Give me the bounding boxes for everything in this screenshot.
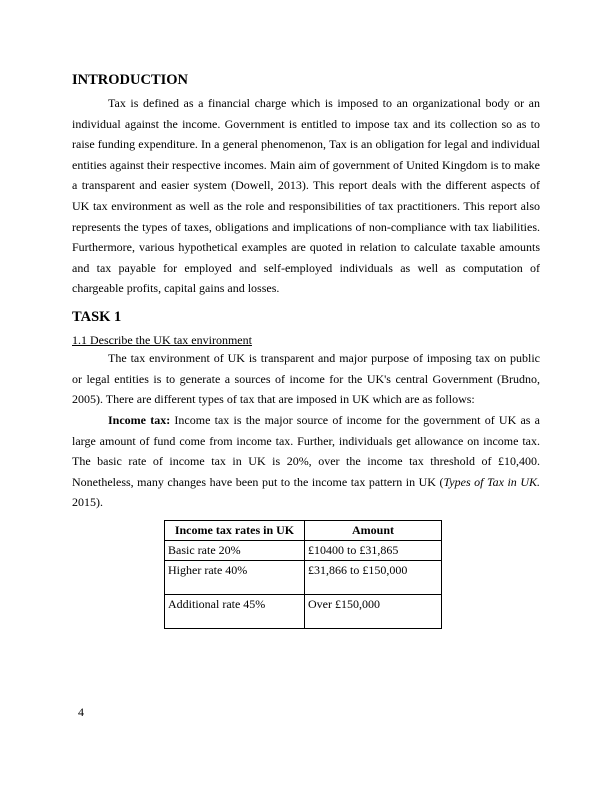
table-cell: £31,866 to £150,000 bbox=[305, 561, 442, 595]
income-tax-label: Income tax: bbox=[108, 413, 171, 427]
table-cell: Additional rate 45% bbox=[165, 595, 305, 629]
introduction-paragraph: Tax is defined as a financial charge which is imposed to an organizational body or an individual against the income. Government is entitled to impose tax and its collection so as to raise funding expenditure. In a general phenomenon, Tax is an obligation for legal and individual entities against their respective incomes. Main aim of government of United Kingdom is to make a transparent and easier system (Dowell, 2013). This report deals with the different aspects of UK tax environment as well as the role and responsibilities of tax practitioners. This report also represents the types of taxes, obligations and implications of non-compliance with tax liabilities. Furthermore, various hypothetical examples are quoted in relation to calculate taxable amounts and tax payable for employed and self-employed individuals as well as computation of chargeable profits, capital gains and losses. bbox=[72, 96, 540, 296]
income-tax-rates-table bbox=[164, 520, 442, 629]
table-cell: £10400 to £31,865 bbox=[305, 541, 442, 561]
table-cell: Over £150,000 bbox=[305, 595, 442, 629]
table-cell: Higher rate 40% bbox=[165, 561, 305, 595]
task1-subheading: 1.1 Describe the UK tax environment bbox=[72, 333, 252, 347]
table-cell: Basic rate 20% bbox=[165, 541, 305, 561]
income-tax-end: 2015). bbox=[72, 495, 103, 510]
table-row bbox=[165, 595, 442, 629]
task1-paragraph: The tax environment of UK is transparent and major purpose of imposing tax on public or legal entities is to generate a sources of income for the UK's central Government (Brudno, 2005). There are different types of tax that are imposed in UK which are as follows: bbox=[72, 351, 540, 407]
table-header: Amount bbox=[305, 521, 442, 541]
table-row bbox=[165, 541, 442, 561]
income-tax-text: Income tax is the major source of income for the government of UK as a large amount of fund come from income tax. Further, individuals get allowance on income tax. The basic rate of income tax in UK is 20%, over the income tax threshold of £10,400. Nonetheless, many changes have been put to the income tax pattern in UK ( bbox=[72, 413, 540, 489]
table-header: Income tax rates in UK bbox=[165, 521, 305, 541]
income-tax-citation: Types of Tax in UK. bbox=[443, 474, 540, 489]
page-number: 4 bbox=[78, 705, 84, 719]
introduction-heading: INTRODUCTION bbox=[72, 72, 189, 88]
task1-heading: TASK 1 bbox=[72, 309, 122, 325]
table-row bbox=[165, 561, 442, 595]
income-tax-paragraph bbox=[72, 410, 540, 513]
table-header-row bbox=[165, 521, 442, 541]
